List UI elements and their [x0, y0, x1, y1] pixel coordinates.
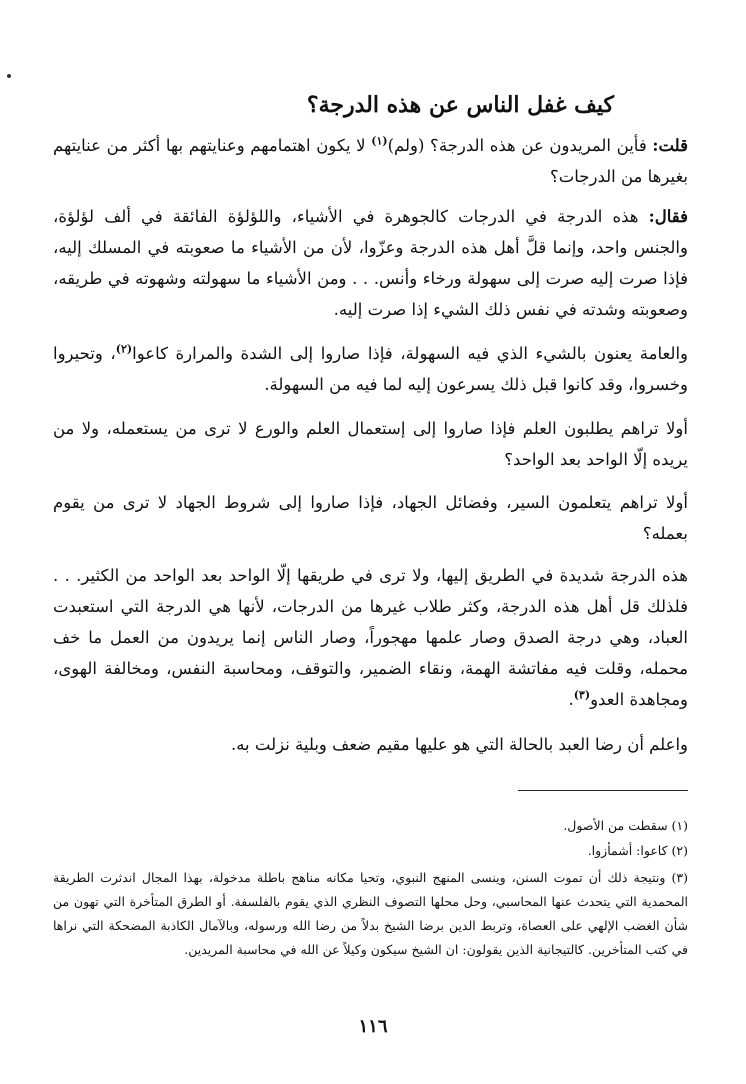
- paragraph-text: والعامة يعنون بالشيء الذي فيه السهولة، فإذا صاروا إلى الشدة والمرارة كاعوا: [132, 344, 689, 363]
- paragraph-text: فأين المريدون عن هذه الدرجة؟ (ولم): [387, 136, 653, 155]
- footnote-3: (٣) ونتيجة ذلك أن تموت السنن، وينسى المنهج النبوي، وتحيا مكانه مناهج باطلة مدخولة، بهذا المجال اندثرت الطريقة المحمدية التي يتحدث عنها المحاسبي، وحل محلها التصوف النظري الذي يقوم بالفلسفة. أو الطرق المتأخرة التي تهون من شأن الغضب الإلهي على العصاة، وتربط الدين برضا الشيخ بدلاً من رضا الله ورسوله، وبالآمال الكاذبة المضحكة التي نراها في كتب المتأخرين. كالتيجانية الذين يقولون: ان الشيخ سيكون وكيلاً عن الله في محاسبة المريدين.: [53, 870, 688, 957]
- paragraph-7: واعلم أن رضا العبد بالحالة التي هو عليها مقيم ضعف وبلية نزلت به.: [230, 735, 688, 754]
- footnote-ref-2[interactable]: (٢): [115, 342, 133, 356]
- paragraph-text: هذه الدرجة شديدة في الطريق إليها، ولا ترى في طريقها إلّا الواحد بعد الواحد من الكثير. . . فلذلك قل أهل هذه الدرجة، وكثر طلاب غيرها من الدرجات، لأنها هي الدرجة التي استعبدت العباد، وهي درجة الصدق وصار علمها مهجوراً، وصار الناس إنما يريدون من العمل ما خف محمله، وقلت فيه مفاتشة الهمة، ونقاء الضمير، والتوقف، ومحاسبة النفس، ومخالفة الهوى، ومجاهدة العدو: [53, 566, 688, 709]
- paragraph-5: أولا تراهم يتعلمون السير، وفضائل الجهاد، فإذا صاروا إلى شروط الجهاد لا ترى من يقوم بعمله؟: [53, 493, 688, 543]
- footnote-1: (١) سقطت من الأصول.: [563, 818, 688, 833]
- footnote-ref-3[interactable]: (٣): [573, 688, 591, 702]
- paragraph-6: [53, 560, 688, 715]
- paragraph-1: [53, 130, 688, 192]
- footnote-2: (٢) كاعوا: أشمأزوا.: [587, 843, 688, 858]
- paragraph-text: هذه الدرجة في الدرجات كالجوهرة في الأشياء، واللؤلؤة الفائقة في ألف لؤلؤة، والجنس واحد، وإنما قلَّ أهل هذه الدرجة وعزّوا، لأن من الأشياء ما صعوبته في المسلك إليه، فإذا صرت إليه صرت إلى سهولة ورخاء وأنس. . . ومن الأشياء ما سهولته وشهوته في طريقه، وصعوبته وشدته في نفس ذلك الشيء إذا صرت إليه.: [53, 207, 688, 319]
- paragraph-text: ، وتحيروا وخسروا، وقد كانوا قبل ذلك يسرعون إليه لما فيه من السهولة.: [53, 344, 688, 394]
- paragraph-text: لا يكون اهتمامهم وعنايتهم بها أكثر من عنايتهم بغيرها من الدرجات؟: [53, 136, 688, 186]
- footnote-divider: [518, 790, 688, 791]
- paragraph-text: .: [568, 690, 574, 709]
- paragraph-4: أولا تراهم يطلبون العلم فإذا صاروا إلى إستعمال العلم والورع لا ترى من يستعمله، ولا من يريده إلّا الواحد بعد الواحد؟: [53, 419, 688, 469]
- paragraph-2: [53, 201, 688, 325]
- paragraph-lead: قلت:: [652, 136, 689, 155]
- paragraph-3: [53, 338, 688, 400]
- margin-dot: [7, 74, 11, 78]
- footnote-ref-1[interactable]: (١): [371, 134, 388, 148]
- section-heading: كيف غفل الناس عن هذه الدرجة؟: [306, 92, 614, 118]
- paragraph-lead: فقال:: [648, 207, 688, 226]
- page-number: ١١٦: [358, 1016, 388, 1037]
